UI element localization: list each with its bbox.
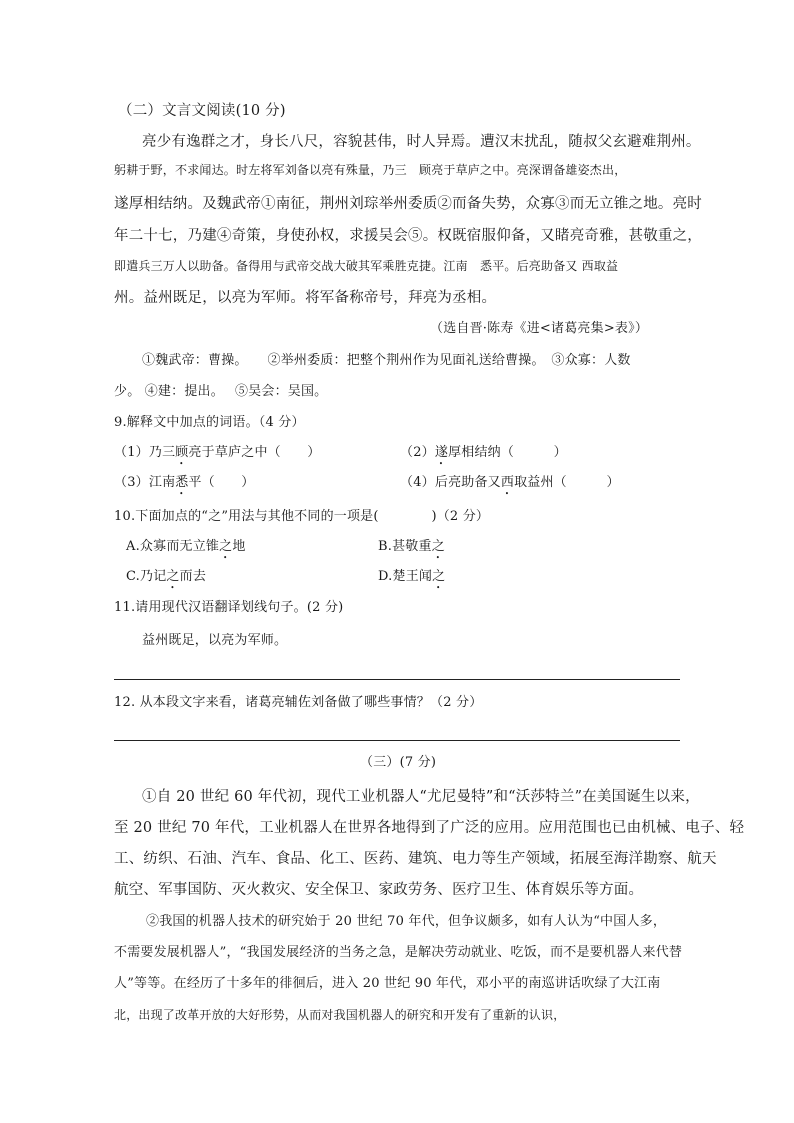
q10-option-b-dotted: 之 xyxy=(431,539,445,554)
passage-line-4: 年二十七，乃建④奇策，身使孙权，求援吴会⑤。权既宿服仰备，又睹亮奇雅，甚敬重之， xyxy=(114,228,702,244)
section3-line-1: ①自 20 世纪 60 年代初，现代工业机器人“尤尼曼特”和“沃莎特兰”在美国诞生以来， xyxy=(142,789,700,805)
q9-item-4-pre: （4）后亮助备又 xyxy=(400,475,501,490)
q11-answer-line[interactable] xyxy=(114,679,680,680)
q9-item-2 xyxy=(400,443,567,468)
q9-item-2-post: 厚相结纳（ ） xyxy=(448,445,567,460)
q9-item-1-dotted: 顾 xyxy=(175,445,189,460)
q11-sentence: 益州既足，以亮为军师。 xyxy=(142,633,288,648)
q9-item-3-dotted: 悉 xyxy=(175,475,189,490)
q9-title: 9.解释文中加点的词语。（4 分） xyxy=(114,415,305,430)
passage-line-1: 亮少有逸群之才，身长八尺，容貌甚伟，时人异焉。遭汉末扰乱，随叔父玄避难荆州。 xyxy=(142,134,701,150)
q9-item-3-post: 平（ ） xyxy=(188,475,255,490)
q9-item-2-dotted: 遂 xyxy=(434,445,449,460)
q9-item-4-post: 取益州（ ） xyxy=(514,475,620,490)
q9-item-2-pre: （2） xyxy=(400,445,435,460)
note-line-1: ①魏武帝：曹操。 ②举州委质：把整个荆州作为见面礼送给曹操。 ③众寡：人数 xyxy=(142,353,631,368)
passage-line-3: 遂厚相结纳。及魏武帝①南征，荆州刘琮举州委质②而备失势，众寡③而无立锥之地。亮时 xyxy=(114,196,702,212)
q10-option-a-pre: A.众寡而无立锥 xyxy=(126,539,220,554)
q10-option-c-pre: C.乃记 xyxy=(126,569,167,584)
section3-line-7: 人”等等。在经历了十多年的徘徊后，进入 20 世纪 90 年代，邓小平的南巡讲话吹绿了大江南 xyxy=(114,976,661,991)
q12-answer-line[interactable] xyxy=(114,740,680,741)
q9-item-3 xyxy=(114,473,255,498)
q10-option-a-post: 地 xyxy=(232,539,246,554)
section3-line-4: 航空、军事国防、灭火救灾、安全保卫、家政劳务、医疗卫生、体育娱乐等方面。 xyxy=(114,882,644,898)
section3-line-6: 不需要发展机器人”，“我国发展经济的当务之急，是解决劳动就业、吃饭，而不是要机器人来代替 xyxy=(114,945,683,960)
q9-item-1-post: 亮于草庐之中（ ） xyxy=(188,445,321,460)
q10-option-d-pre: D.楚王闻 xyxy=(378,569,433,584)
passage-line-5: 即遣兵三万人以助备。备得用与武帝交战大破其军乘胜克捷。江南 悉平。后亮助备又 西取益 xyxy=(114,259,619,273)
q10-option-a-dotted: 之 xyxy=(219,539,233,554)
q9-item-1-pre: （1）乃三 xyxy=(114,445,176,460)
passage-line-6: 州。益州既足，以亮为军师。将军备称帝号，拜亮为丞相。 xyxy=(114,290,497,306)
section3-heading: （三）(7 分) xyxy=(360,755,437,770)
section3-line-2: 至 20 世纪 70 年代，工业机器人在世界各地得到了广泛的应用。应用范围也已由机械、电子、轻 xyxy=(114,820,745,836)
q10-option-b xyxy=(378,537,445,562)
q10-option-b-pre: B.甚敬重 xyxy=(378,539,432,554)
section3-line-5: ②我国的机器人技术的研究始于 20 世纪 70 年代，但争议颇多，如有人认为“中国人多， xyxy=(146,914,667,929)
q9-item-4 xyxy=(400,473,620,498)
q10-option-a xyxy=(126,537,246,562)
note-line-2: 少。 ④建：提出。 ⑤吴会：吴国。 xyxy=(114,384,328,399)
q10-title: 10.下面加点的“之”用法与其他不同的一项是( )（2 分） xyxy=(114,509,490,524)
section3-line-8: 北，出现了改革开放的大好形势，从而对我国机器人的研究和开发有了重新的认识， xyxy=(114,1008,566,1022)
q9-item-3-pre: （3）江南 xyxy=(114,475,176,490)
q10-option-c xyxy=(126,567,206,592)
q10-option-d-dotted: 之 xyxy=(432,569,446,584)
section3-line-3: 工、纺织、石油、汽车、食品、化工、医药、建筑、电力等生产领域，拓展至海洋勘察、航天 xyxy=(114,851,717,867)
q10-option-c-dotted: 之 xyxy=(166,569,180,584)
q9-item-4-dotted: 西 xyxy=(500,475,515,490)
q10-option-c-post: 而去 xyxy=(179,569,207,584)
q12-title: 12. 从本段文字来看，诸葛亮辅佐刘备做了哪些事情？（2 分） xyxy=(114,695,483,710)
q10-option-d xyxy=(378,567,445,592)
section2-heading: （二）文言文阅读(10 分) xyxy=(118,103,286,119)
q9-item-1 xyxy=(114,443,321,468)
passage-source: （选自晋·陈寿《进<诸葛亮集>表》） xyxy=(430,321,649,336)
q11-title: 11.请用现代汉语翻译划线句子。(2 分) xyxy=(114,600,344,615)
passage-line-2: 躬耕于野，不求闻达。时左将军刘备以亮有殊量，乃三 顾亮于草庐之中。亮深谓备雄姿杰出， xyxy=(114,163,627,177)
